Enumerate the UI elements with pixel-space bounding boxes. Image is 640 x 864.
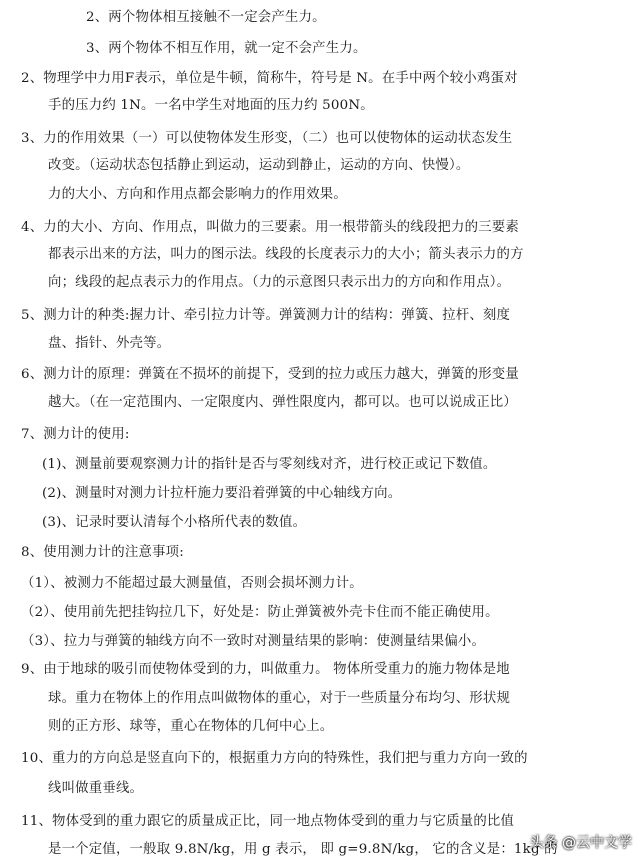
text-line: 6、测力计的原理：弹簧在不损坏的前提下，受到的拉力或压力越大，弹簧的形变量 [21, 367, 519, 382]
text-line: 2、物理学中力用F表示，单位是牛顿，简称牛，符号是 N。在手中两个较小鸡蛋对 [21, 71, 518, 86]
text-line: 3、力的作用效果（一）可以使物体发生形变，（二）也可以使物体的运动状态发生 [21, 131, 513, 146]
text-line: 改变。（运动状态包括静止到运动，运动到静止，运动的方向、快慢）。 [48, 158, 470, 173]
text-line: 7、测力计的使用: [21, 427, 130, 442]
text-line: 4、力的大小、方向、作用点，叫做力的三要素。用一根带箭头的线段把力的三要素 [21, 220, 519, 235]
text-line: （2）、使用前先把挂钩拉几下，好处是：防止弹簧被外壳卡住而不能正确使用。 [21, 605, 499, 620]
text-line: 是一个定值，一般取 9.8N/kg，用 g 表示， 即 g=9.8N/kg， 它的含义是：1kg 的 [48, 842, 558, 857]
text-line: 力的大小、方向和作用点都会影响力的作用效果。 [48, 187, 347, 202]
text-line: 越大。（在一定范围内、一定限度内、弹性限度内，都可以。也可以说成正比） [48, 395, 517, 410]
text-line: 5、测力计的种类:握力计、牵引拉力计等。弹簧测力计的结构：弹簧、拉杆、刻度 [21, 308, 511, 323]
text-line: 10、重力的方向总是竖直向下的，根据重力方向的特殊性，我们把与重力方向一致的 [21, 751, 528, 766]
text-line: 则的正方形、球等，重心在物体的几何中心上。 [48, 719, 334, 734]
text-line: 2、两个物体相互接触不一定会产生力。 [86, 10, 326, 25]
text-line: 8、使用测力计的注意事项: [21, 545, 184, 560]
text-line: 手的压力约 1N。一名中学生对地面的压力约 500N。 [48, 98, 374, 113]
text-line: 线叫做重垂线。 [48, 781, 144, 796]
text-line: (1)、测量前要观察测力计的指针是否与零刻线对齐，进行校正或记下数值。 [42, 457, 497, 472]
text-line: （3）、拉力与弹簧的轴线方向不一致时对测量结果的影响：使测量结果偏小。 [21, 634, 486, 649]
text-line: 3、两个物体不相互作用，就一定不会产生力。 [86, 41, 367, 56]
text-line: 都表示出来的方法，叫力的图示法。线段的长度表示力的大小；箭头表示力的方 [48, 247, 524, 262]
watermark: 头条 @云中文学 [529, 835, 632, 851]
text-line: (3)、记录时要认清每个小格所代表的数值。 [42, 515, 307, 530]
text-line: （1）、被测力不能超过最大测量值，否则会损坏测力计。 [21, 576, 363, 591]
text-line: 球。重力在物体上的作用点叫做物体的重心，对于一些质量分布均匀、形状规 [48, 691, 511, 706]
text-line: (2)、测量时对测力计拉杆施力要沿着弹簧的中心轴线方向。 [42, 486, 402, 501]
text-line: 9、由于地球的吸引而使物体受到的力，叫做重力。 物体所受重力的施力物体是地 [21, 662, 510, 677]
text-line: 11、物体受到的重力跟它的质量成正比，同一地点物体受到的重力与它质量的比值 [21, 814, 515, 829]
text-line: 向；线段的起点表示力的作用点。（力的示意图只表示出力的方向和作用点）。 [48, 275, 511, 290]
text-line: 盘、指针、外壳等。 [48, 336, 171, 351]
